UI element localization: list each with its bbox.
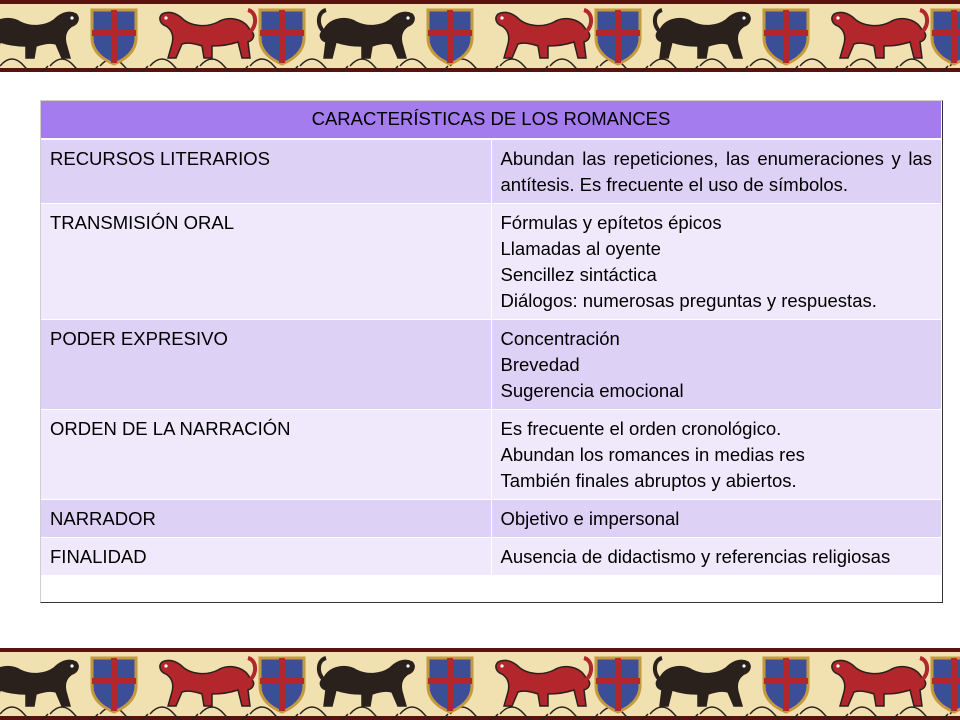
heraldic-animal-icon bbox=[0, 10, 78, 58]
heraldic-shield-icon bbox=[92, 658, 136, 712]
table-title: CARACTERÍSTICAS DE LOS ROMANCES bbox=[41, 101, 942, 140]
shield-cross-horizontal bbox=[932, 30, 960, 36]
shield-cross-horizontal bbox=[92, 678, 136, 684]
shield-cross-vertical bbox=[951, 658, 957, 711]
animal-eye bbox=[406, 16, 409, 19]
heraldic-animal-icon bbox=[160, 658, 255, 706]
heraldic-animal-icon bbox=[832, 10, 927, 58]
animal-eye bbox=[742, 16, 745, 19]
row-value bbox=[491, 139, 942, 204]
value-line: Ausencia de didactismo y referencias religiosas bbox=[500, 546, 891, 567]
frieze-top-trim bbox=[0, 648, 960, 652]
heraldic-animal-icon bbox=[655, 658, 750, 706]
heraldic-shield-icon bbox=[260, 10, 304, 64]
animal-body bbox=[0, 12, 78, 58]
table-row bbox=[41, 139, 942, 204]
heraldic-animal-icon bbox=[319, 10, 414, 58]
heraldic-shield-icon bbox=[260, 658, 304, 712]
shield-cross-vertical bbox=[111, 658, 117, 711]
value-line: Objetivo e impersonal bbox=[500, 508, 680, 529]
animal-body bbox=[160, 12, 254, 58]
heraldic-shield-icon bbox=[932, 10, 960, 64]
value-line: Abundan los romances in medias res bbox=[500, 444, 805, 465]
value-line: Concentración bbox=[500, 328, 620, 349]
shield-cross-horizontal bbox=[428, 30, 472, 36]
shield-cross-horizontal bbox=[428, 678, 472, 684]
row-label: PODER EXPRESIVO bbox=[41, 320, 492, 410]
animal-body bbox=[496, 12, 590, 58]
row-label: RECURSOS LITERARIOS bbox=[41, 139, 492, 204]
shield-cross-vertical bbox=[951, 10, 957, 63]
table-row bbox=[41, 538, 942, 576]
heraldic-shield-icon bbox=[932, 658, 960, 712]
animal-eye bbox=[70, 16, 73, 19]
top-decorative-border bbox=[0, 0, 960, 72]
row-label: NARRADOR bbox=[41, 500, 492, 538]
heraldic-shield-icon bbox=[596, 658, 640, 712]
value-line: Llamadas al oyente bbox=[500, 238, 661, 259]
row-value bbox=[491, 410, 942, 500]
heraldic-animal-icon bbox=[832, 658, 927, 706]
heraldic-shield-icon bbox=[764, 658, 808, 712]
heraldic-shield-icon bbox=[764, 10, 808, 64]
characteristics-table bbox=[40, 100, 942, 576]
shield-cross-horizontal bbox=[260, 678, 304, 684]
heraldic-animal-icon bbox=[160, 10, 255, 58]
animal-body bbox=[832, 12, 926, 58]
value-line: Sugerencia emocional bbox=[500, 380, 684, 401]
table-row bbox=[41, 204, 942, 320]
shield-cross-horizontal bbox=[92, 30, 136, 36]
animal-eye bbox=[500, 664, 503, 667]
heraldic-animal-icon bbox=[655, 10, 750, 58]
animal-body bbox=[320, 12, 414, 58]
shield-cross-vertical bbox=[279, 658, 285, 711]
heraldic-frieze-top bbox=[0, 0, 960, 72]
value-line: Brevedad bbox=[500, 354, 580, 375]
value-line: Abundan las repeticiones, las enumeraciones y las antítesis. Es frecuente el uso de símbolos. bbox=[500, 148, 932, 195]
heraldic-animal-icon bbox=[496, 658, 591, 706]
heraldic-shield-icon bbox=[428, 658, 472, 712]
animal-eye bbox=[406, 664, 409, 667]
value-line: También finales abruptos y abiertos. bbox=[500, 470, 797, 491]
animal-body bbox=[496, 660, 590, 706]
heraldic-shield-icon bbox=[92, 10, 136, 64]
animal-body bbox=[0, 660, 78, 706]
animal-body bbox=[656, 12, 750, 58]
value-line: Es frecuente el orden cronológico. bbox=[500, 418, 782, 439]
shield-cross-vertical bbox=[279, 10, 285, 63]
row-label: TRANSMISIÓN ORAL bbox=[41, 204, 492, 320]
animal-body bbox=[832, 660, 926, 706]
animal-eye bbox=[836, 664, 839, 667]
shield-cross-vertical bbox=[783, 10, 789, 63]
shield-cross-horizontal bbox=[764, 678, 808, 684]
shield-cross-vertical bbox=[615, 658, 621, 711]
heraldic-animal-icon bbox=[0, 658, 78, 706]
animal-body bbox=[320, 660, 414, 706]
animal-eye bbox=[70, 664, 73, 667]
shield-cross-vertical bbox=[615, 10, 621, 63]
animal-eye bbox=[836, 16, 839, 19]
shield-cross-horizontal bbox=[596, 30, 640, 36]
value-line: Sencillez sintáctica bbox=[500, 264, 657, 285]
animal-eye bbox=[742, 664, 745, 667]
value-line: Diálogos: numerosas preguntas y respuestas. bbox=[500, 290, 877, 311]
shield-cross-vertical bbox=[447, 658, 453, 711]
shield-cross-vertical bbox=[447, 10, 453, 63]
shield-cross-horizontal bbox=[764, 30, 808, 36]
heraldic-shield-icon bbox=[428, 10, 472, 64]
frieze-top-trim bbox=[0, 0, 960, 4]
row-value bbox=[491, 538, 942, 576]
row-value bbox=[491, 204, 942, 320]
animal-eye bbox=[164, 664, 167, 667]
row-value bbox=[491, 320, 942, 410]
animal-eye bbox=[164, 16, 167, 19]
heraldic-frieze-bottom bbox=[0, 648, 960, 720]
shield-cross-horizontal bbox=[596, 678, 640, 684]
table-row bbox=[41, 500, 942, 538]
heraldic-shield-icon bbox=[596, 10, 640, 64]
bottom-decorative-border bbox=[0, 648, 960, 720]
animal-eye bbox=[500, 16, 503, 19]
table-row bbox=[41, 410, 942, 500]
animal-body bbox=[160, 660, 254, 706]
shield-cross-horizontal bbox=[260, 30, 304, 36]
heraldic-animal-icon bbox=[319, 658, 414, 706]
value-line: Fórmulas y epítetos épicos bbox=[500, 212, 722, 233]
shield-cross-vertical bbox=[783, 658, 789, 711]
table-row bbox=[41, 320, 942, 410]
heraldic-animal-icon bbox=[496, 10, 591, 58]
row-label: FINALIDAD bbox=[41, 538, 492, 576]
row-value bbox=[491, 500, 942, 538]
row-label: ORDEN DE LA NARRACIÓN bbox=[41, 410, 492, 500]
shield-cross-vertical bbox=[111, 10, 117, 63]
shield-cross-horizontal bbox=[932, 678, 960, 684]
animal-body bbox=[656, 660, 750, 706]
